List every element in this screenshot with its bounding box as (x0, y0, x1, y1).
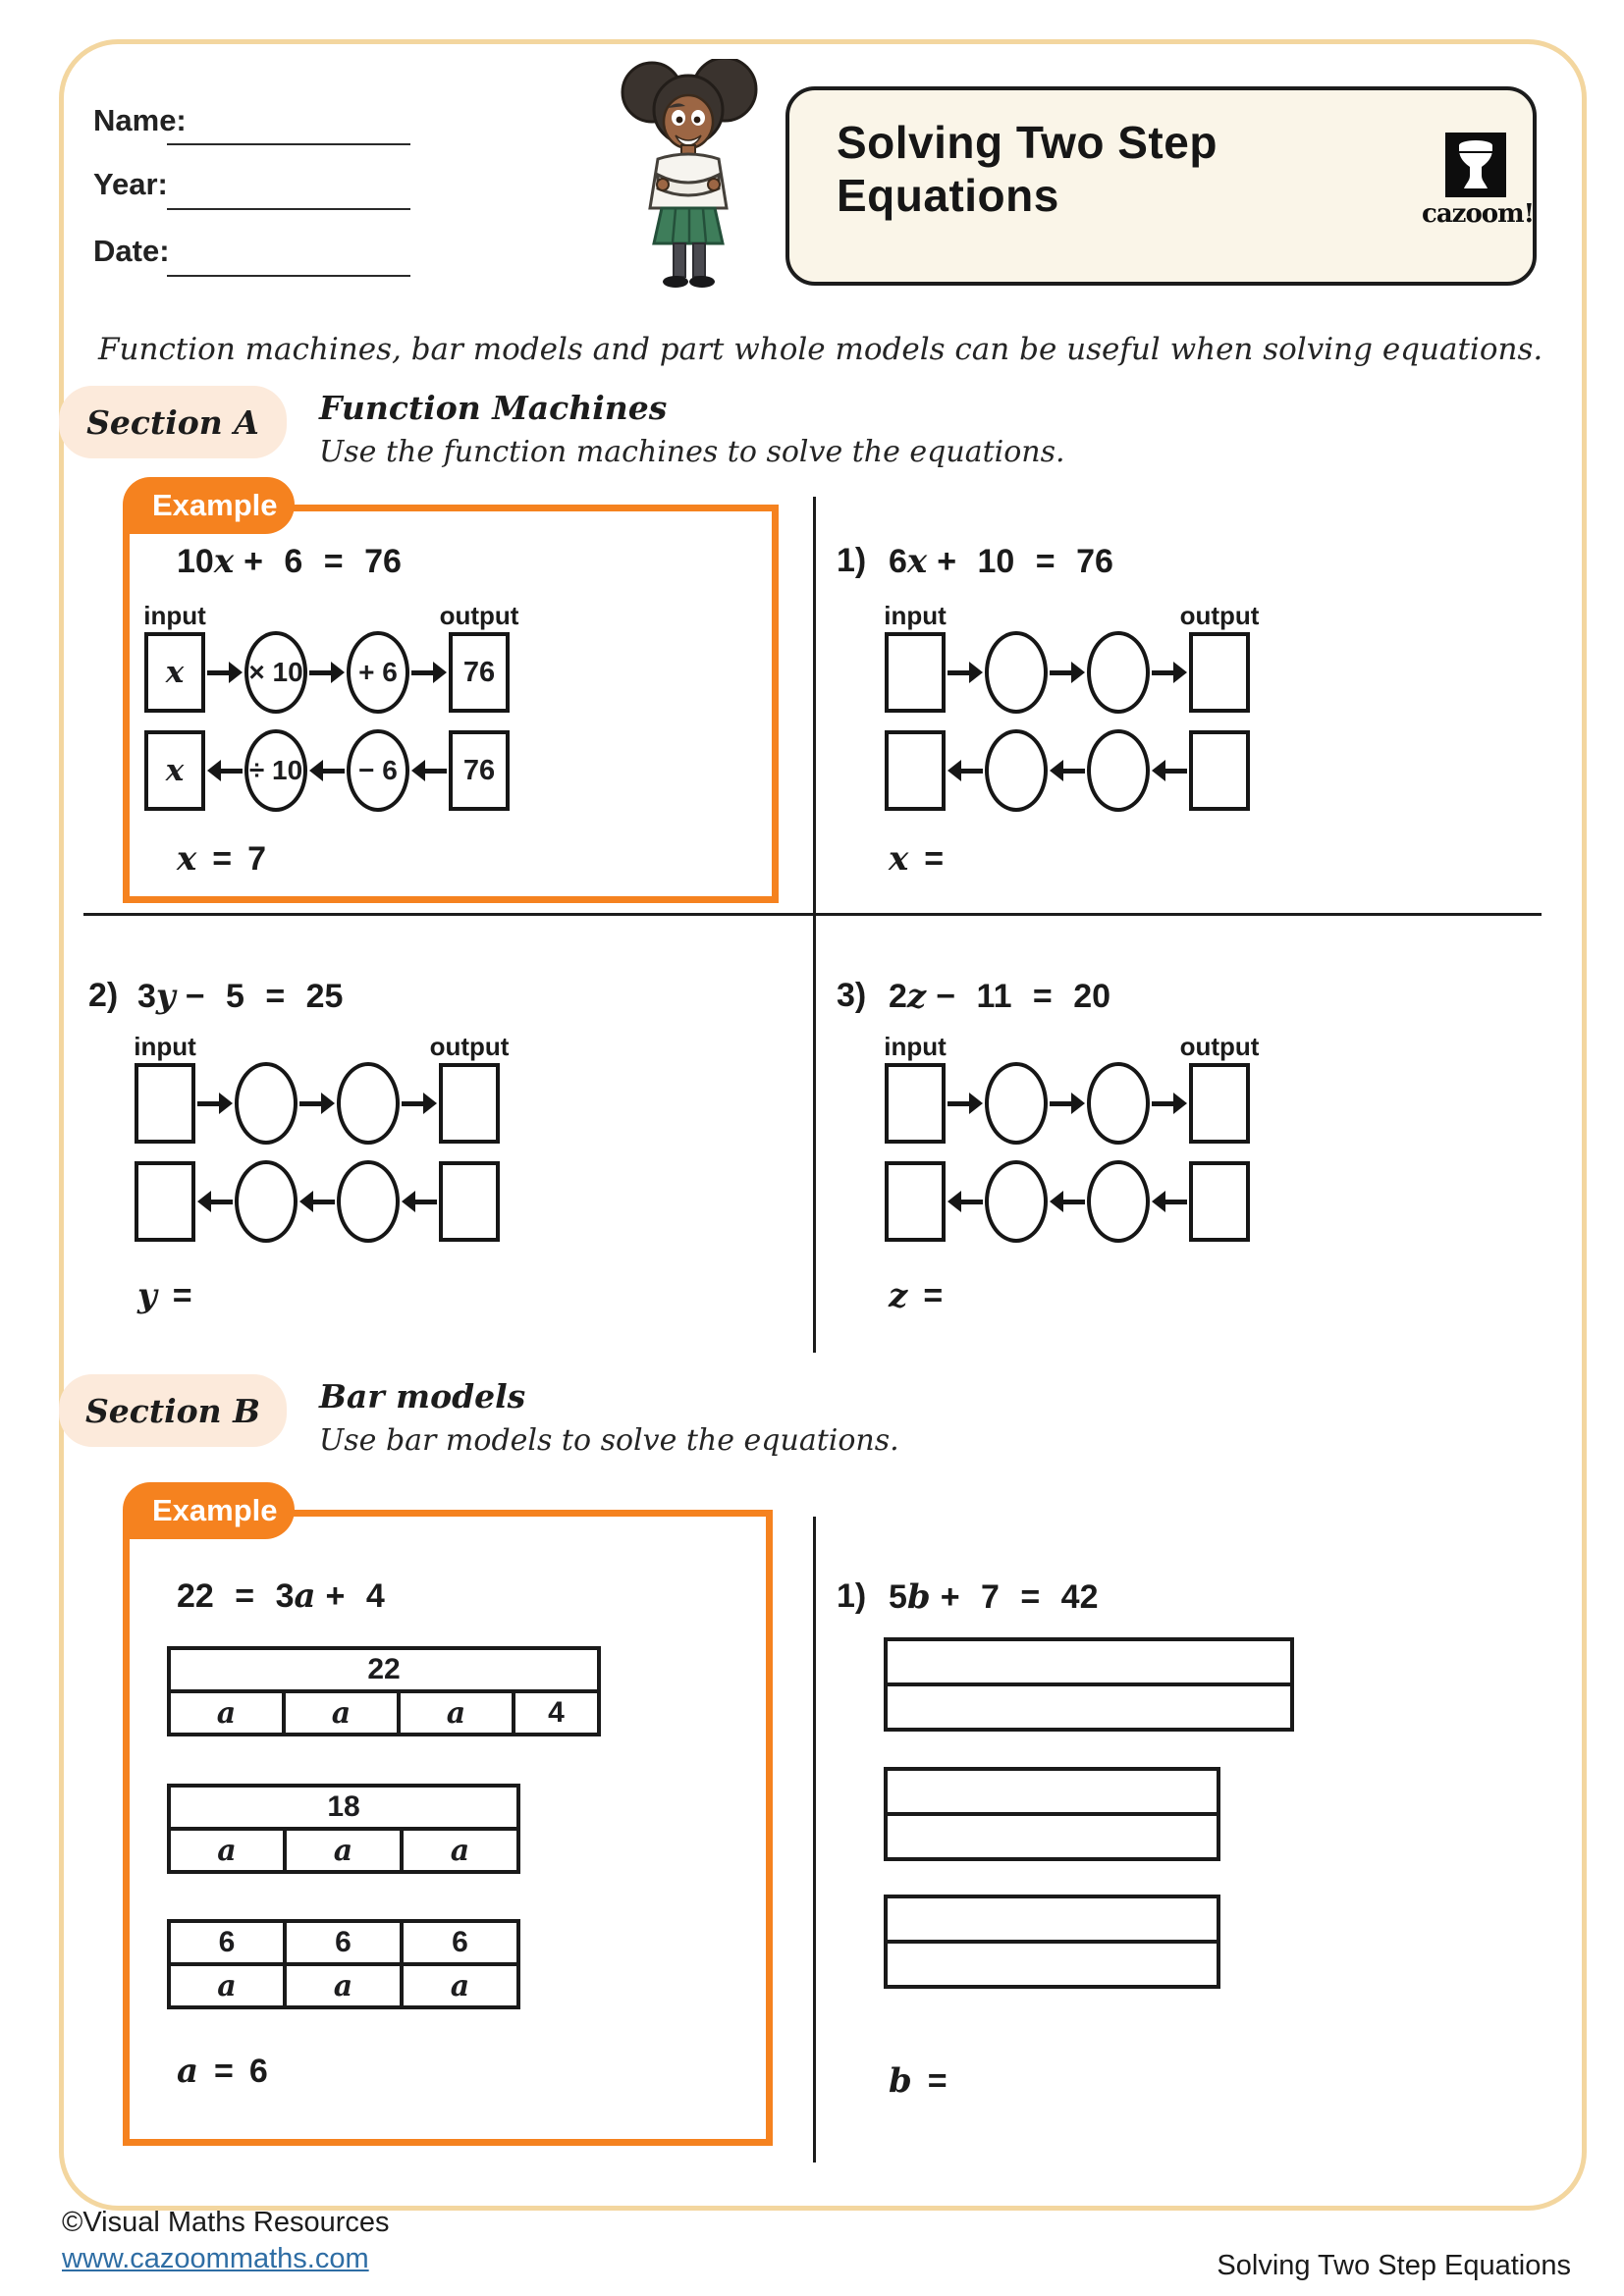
machine-input-box-blank[interactable] (885, 1161, 946, 1242)
bar-total-cell: 18 (167, 1784, 520, 1831)
title-line-2: Equations (837, 170, 1059, 221)
machine-operation-circle-blank[interactable] (235, 1160, 298, 1243)
bar-blank-cell[interactable] (884, 1637, 1294, 1686)
machine-operation-circle-blank[interactable] (1087, 729, 1150, 812)
bar-part-cell: a (167, 1827, 287, 1874)
bar-part-cell: a (400, 1962, 520, 2009)
machine-output-box: 76 (449, 632, 510, 713)
problem-3-equation: 2z − 11 = 20 (889, 977, 1111, 1016)
example-b-answer: a = 6 (177, 2052, 268, 2091)
arrow-left-icon (1150, 759, 1189, 782)
section-a-heading: Function Machines (319, 389, 668, 427)
input-label: input (884, 1032, 947, 1061)
machine-input-box-blank[interactable] (885, 730, 946, 811)
cazoom-logo-text: cazoom! (1422, 199, 1535, 229)
machine-operation-circle-blank[interactable] (337, 1160, 400, 1243)
footer-doc-title: Solving Two Step Equations (1217, 2250, 1571, 2281)
arrow-left-icon (1048, 759, 1087, 782)
machine-operation-circle-blank[interactable] (1087, 631, 1150, 714)
problem-2-function-machine (134, 1032, 510, 1248)
column-divider-section-b (813, 1517, 816, 2163)
problem-3-answer-blank[interactable]: z = (889, 1276, 944, 1315)
machine-input-box: x (144, 730, 205, 811)
machine-input-box-blank[interactable] (885, 632, 946, 713)
output-label: output (439, 601, 519, 630)
bar-blank-cell[interactable] (884, 1895, 1220, 1944)
machine-input-box-blank[interactable] (135, 1063, 195, 1144)
machine-operation-circle-blank[interactable] (985, 631, 1048, 714)
footer-website-link[interactable]: www.cazoommaths.com (62, 2243, 369, 2274)
bar-blank-cell[interactable] (884, 1812, 1220, 1861)
arrow-right-icon (1150, 661, 1189, 684)
input-label: input (884, 601, 947, 630)
worksheet-title (837, 116, 1218, 222)
example-b-tab: Example (123, 1482, 295, 1539)
machine-output-box: 76 (449, 730, 510, 811)
arrow-left-icon (298, 1190, 337, 1213)
problem-b1-answer-blank[interactable]: b = (889, 2061, 947, 2101)
example-b-box (123, 1510, 773, 2146)
machine-operation-circle-blank[interactable] (337, 1062, 400, 1145)
bar-part-cell: a (397, 1689, 515, 1736)
cazoom-logo (1422, 133, 1535, 229)
machine-input-box-blank[interactable] (135, 1161, 195, 1242)
arrow-left-icon (1048, 1190, 1087, 1213)
machine-operation-circle: + 6 (347, 631, 409, 714)
arrow-right-icon (400, 1092, 439, 1115)
input-label: input (134, 1032, 196, 1061)
name-input-line[interactable] (167, 143, 410, 145)
section-b-subheading: Use bar models to solve the equations. (319, 1423, 899, 1458)
machine-output-box-blank[interactable] (1189, 632, 1250, 713)
example-a-answer: x = 7 (177, 839, 267, 879)
example-b-equation: 22 = 3a + 4 (177, 1576, 385, 1616)
machine-operation-circle: − 6 (347, 729, 409, 812)
bar-part-cell: a (282, 1689, 401, 1736)
column-divider-section-a (813, 497, 816, 1353)
machine-output-box-blank[interactable] (439, 1161, 500, 1242)
problem-3-number: 3) (837, 977, 867, 1014)
arrow-left-icon (195, 1190, 235, 1213)
section-b-pill: Section B (59, 1374, 287, 1447)
example-a-equation: 10x + 6 = 76 (177, 542, 402, 581)
arrow-right-icon (946, 1092, 985, 1115)
machine-operation-circle-blank[interactable] (985, 729, 1048, 812)
arrow-left-icon (946, 759, 985, 782)
example-a-box (123, 505, 779, 903)
cazoom-drum-icon (1445, 133, 1506, 197)
machine-output-box-blank[interactable] (1189, 730, 1250, 811)
bar-part-cell: 4 (512, 1689, 601, 1736)
arrow-left-icon (400, 1190, 439, 1213)
footer-copyright: ©Visual Maths Resources (62, 2207, 390, 2238)
machine-operation-circle-blank[interactable] (1087, 1160, 1150, 1243)
arrow-right-icon (298, 1092, 337, 1115)
input-label: input (143, 601, 206, 630)
machine-output-box-blank[interactable] (1189, 1063, 1250, 1144)
arrow-right-icon (1048, 1092, 1087, 1115)
arrow-left-icon (946, 1190, 985, 1213)
machine-output-box-blank[interactable] (439, 1063, 500, 1144)
machine-operation-circle-blank[interactable] (985, 1160, 1048, 1243)
machine-output-box-blank[interactable] (1189, 1161, 1250, 1242)
title-line-1: Solving Two Step (837, 117, 1218, 168)
machine-operation-circle: ÷ 10 (244, 729, 307, 812)
bar-part-cell: 6 (283, 1919, 404, 1966)
name-label: Name: (93, 103, 187, 137)
arrow-left-icon (1150, 1190, 1189, 1213)
output-label: output (429, 1032, 510, 1061)
bar-part-cell: 6 (400, 1919, 520, 1966)
bar-blank-cell[interactable] (884, 1682, 1294, 1732)
bar-blank-cell[interactable] (884, 1767, 1220, 1816)
problem-2-equation: 3y − 5 = 25 (137, 977, 344, 1016)
arrow-right-icon (1048, 661, 1087, 684)
problem-3-function-machine (884, 1032, 1260, 1248)
problem-1-equation: 6x + 10 = 76 (889, 542, 1113, 581)
problem-1-number: 1) (837, 542, 867, 579)
machine-operation-circle-blank[interactable] (1087, 1062, 1150, 1145)
arrow-right-icon (195, 1092, 235, 1115)
example-a-tab: Example (123, 477, 295, 534)
intro-text: Function machines, bar models and part whole models can be useful when solving equations. (98, 332, 1543, 367)
problem-b1-equation: 5b + 7 = 42 (889, 1577, 1099, 1617)
machine-operation-circle-blank[interactable] (235, 1062, 298, 1145)
year-input-line[interactable] (167, 208, 410, 210)
bar-part-cell: a (167, 1962, 287, 2009)
section-a-pill: Section A (59, 386, 287, 458)
arrow-right-icon (1150, 1092, 1189, 1115)
bar-part-cell: a (400, 1827, 520, 1874)
problem-1-function-machine (884, 601, 1260, 817)
blank-bar-model-2 (884, 1767, 1220, 1861)
section-a-subheading: Use the function machines to solve the equations. (319, 435, 1065, 469)
output-label: output (1179, 1032, 1260, 1061)
arrow-right-icon (946, 661, 985, 684)
bar-part-cell: a (283, 1962, 404, 2009)
date-input-line[interactable] (167, 275, 410, 277)
bar-blank-cell[interactable] (884, 1940, 1220, 1989)
bar-total-cell: 22 (167, 1646, 601, 1693)
year-label: Year: (93, 167, 168, 201)
machine-input-box: x (144, 632, 205, 713)
output-label: output (1179, 601, 1260, 630)
blank-bar-model-1 (884, 1637, 1294, 1732)
machine-input-box-blank[interactable] (885, 1063, 946, 1144)
problem-2-number: 2) (88, 977, 119, 1014)
problem-1-answer-blank[interactable]: x = (889, 839, 945, 879)
date-label: Date: (93, 234, 170, 268)
machine-operation-circle: × 10 (244, 631, 307, 714)
bar-part-cell: 6 (167, 1919, 287, 1966)
blank-bar-model-3 (884, 1895, 1220, 1989)
bar-part-cell: a (283, 1827, 404, 1874)
problem-b1-number: 1) (837, 1577, 867, 1615)
section-b-heading: Bar models (319, 1377, 526, 1415)
student-character-illustration (607, 59, 772, 290)
problem-2-answer-blank[interactable]: y = (137, 1276, 192, 1315)
bar-part-cell: a (167, 1689, 286, 1736)
machine-operation-circle-blank[interactable] (985, 1062, 1048, 1145)
